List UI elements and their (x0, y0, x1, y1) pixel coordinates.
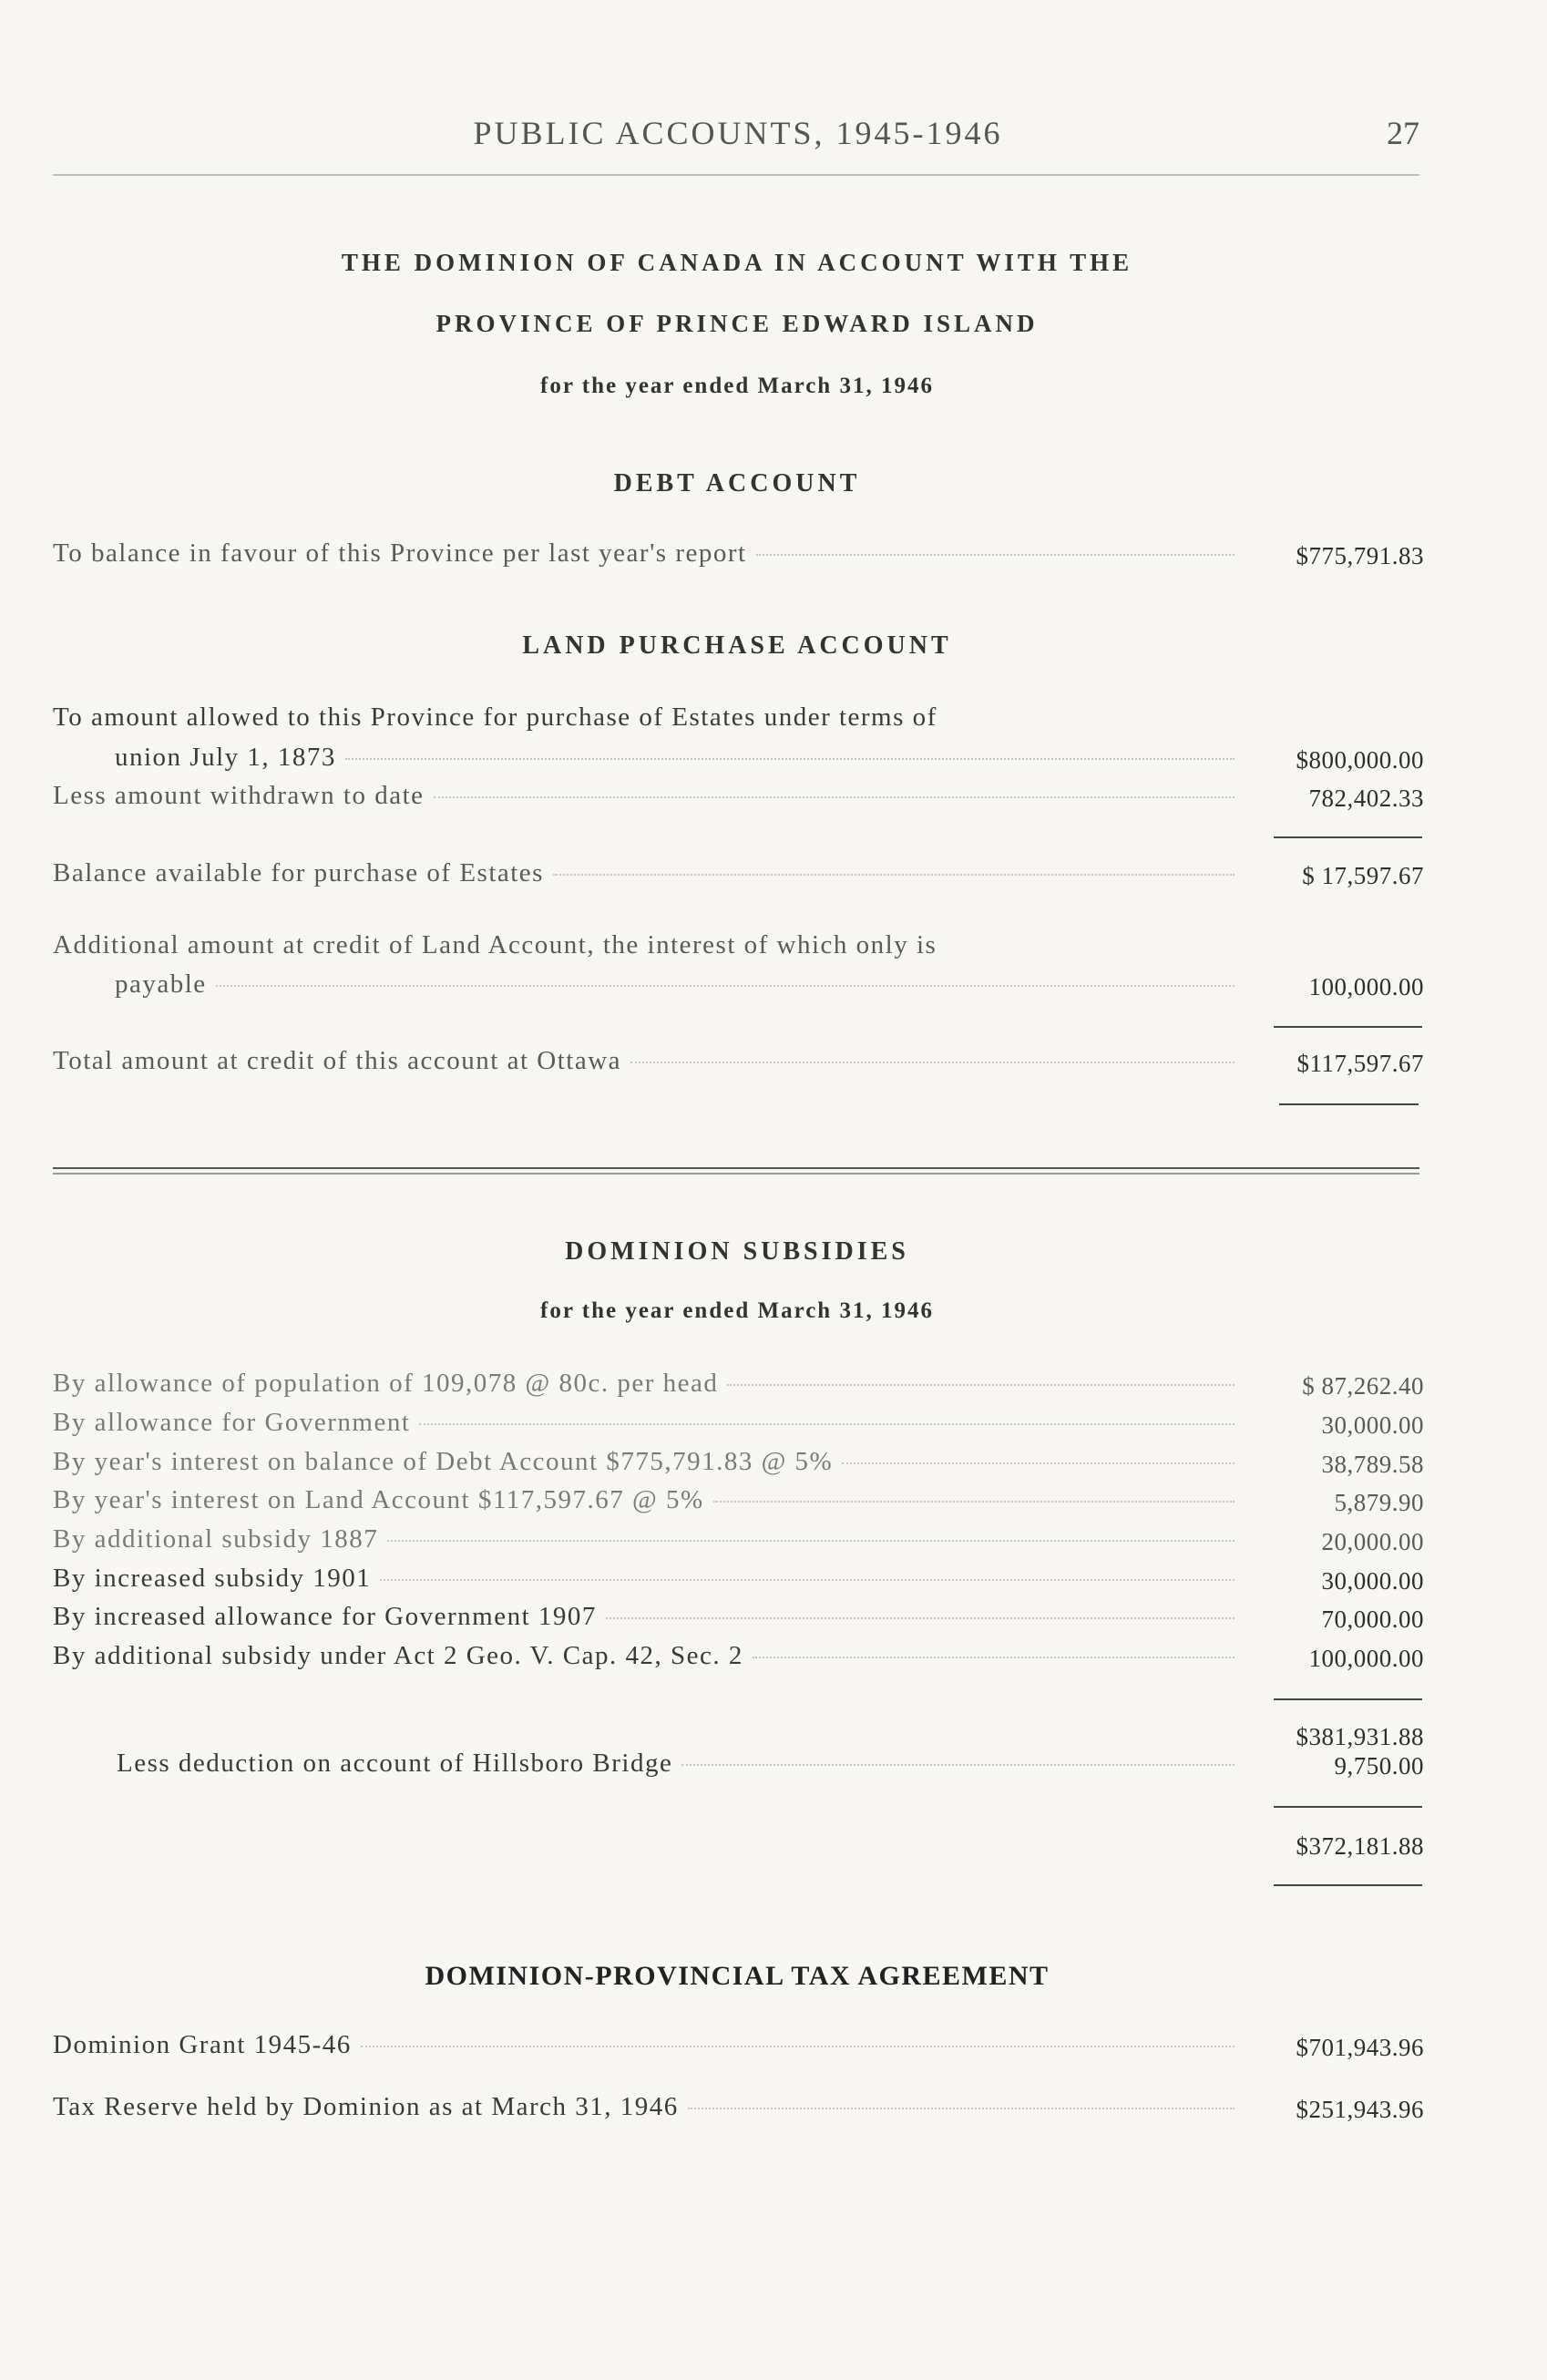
subsidy-row (53, 1564, 1242, 1600)
section-divider (53, 1167, 1419, 1169)
land-row-4 (53, 930, 1242, 967)
row-label: By year's interest on Land Account $117,597.67 @ 5% (53, 1485, 704, 1514)
land-row-5 (53, 1046, 1242, 1082)
dot-leader (630, 1062, 1235, 1063)
row-label: payable (115, 969, 207, 999)
debt-account-amount: $775,791.83 (1296, 542, 1424, 569)
land-row-4-amount: 100,000.00 (1308, 973, 1424, 1000)
dot-leader (345, 758, 1235, 760)
subsidy-row (53, 1369, 1242, 1405)
row-label: Tax Reserve held by Dominion as at March 31, 1946 (53, 2092, 679, 2121)
debt-account-title: DEBT ACCOUNT (613, 469, 861, 498)
land-row-1 (53, 703, 1242, 739)
land-purchase-title: LAND PURCHASE ACCOUNT (522, 631, 952, 660)
dot-leader (380, 1579, 1235, 1581)
debt-account-row (53, 539, 1242, 575)
row-label: union July 1, 1873 (115, 743, 336, 772)
deduction-amount: 9,750.00 (1334, 1752, 1424, 1780)
running-title: PUBLIC ACCOUNTS, 1945-1946 (473, 115, 1003, 151)
subsidy-amount: 70,000.00 (1321, 1605, 1424, 1633)
dot-leader (606, 1617, 1235, 1619)
row-label: Total amount at credit of this account at Ottawa (53, 1046, 622, 1075)
tax-row-1 (53, 2030, 1242, 2067)
dot-leader (756, 554, 1235, 556)
land-row-2-amount: 782,402.33 (1308, 785, 1424, 812)
subsidy-amount: 5,879.90 (1334, 1489, 1424, 1516)
section-divider (53, 1173, 1419, 1175)
subsidy-row (53, 1408, 1242, 1444)
tax-agreement-title: DOMINION-PROVINCIAL TAX AGREEMENT (425, 1961, 1050, 1991)
subsidy-row (53, 1641, 1242, 1677)
tax-row-1-amount: $701,943.96 (1296, 2034, 1424, 2061)
heading-line-1: THE DOMINION OF CANADA IN ACCOUNT WITH THE (341, 249, 1133, 276)
subsidies-title: DOMINION SUBSIDIES (565, 1237, 909, 1266)
dot-leader (842, 1462, 1235, 1464)
header-rule (53, 174, 1419, 176)
land-row-4-cont (53, 969, 1242, 1006)
dot-leader (216, 985, 1235, 987)
subsidy-amount: 38,789.58 (1321, 1451, 1424, 1478)
dot-leader (727, 1384, 1235, 1386)
subsidies-subtotal: $381,931.88 (1296, 1723, 1424, 1750)
row-label: Less deduction on account of Hillsboro Bridge (117, 1749, 673, 1778)
land-row-3 (53, 858, 1242, 895)
row-label: Balance available for purchase of Estates (53, 858, 544, 887)
row-label: Less amount withdrawn to date (53, 781, 425, 810)
row-label: Additional amount at credit of Land Account, the interest of which only is (53, 930, 937, 959)
row-label: To amount allowed to this Province for purchase of Estates under terms of (53, 703, 937, 732)
sum-rule (1274, 1026, 1422, 1028)
land-row-5-amount: $117,597.67 (1296, 1050, 1424, 1077)
subsidy-row (53, 1485, 1242, 1522)
subsidies-total: $372,181.88 (1296, 1832, 1424, 1860)
dot-leader (419, 1423, 1235, 1425)
land-row-1-cont (53, 743, 1242, 779)
dot-leader (713, 1501, 1235, 1503)
land-row-1-amount: $800,000.00 (1296, 746, 1424, 774)
subsidy-amount: 100,000.00 (1308, 1645, 1424, 1672)
subsidy-amount: 20,000.00 (1321, 1528, 1424, 1555)
subsidies-subtitle: for the year ended March 31, 1946 (540, 1298, 934, 1323)
dot-leader (681, 1764, 1235, 1766)
dot-leader (434, 796, 1235, 798)
dot-leader (688, 2108, 1235, 2109)
subsidy-row (53, 1524, 1242, 1561)
subsidy-row (53, 1602, 1242, 1638)
dot-leader (361, 2046, 1235, 2047)
dot-leader (387, 1540, 1235, 1542)
subsidy-amount: 30,000.00 (1321, 1567, 1424, 1595)
sum-rule (1279, 1103, 1419, 1105)
row-label: By additional subsidy 1887 (53, 1524, 379, 1554)
land-row-2 (53, 781, 1242, 817)
row-label: By increased subsidy 1901 (53, 1564, 372, 1593)
land-row-3-amount: $ 17,597.67 (1302, 862, 1424, 889)
sum-rule (1274, 1884, 1422, 1886)
subsidy-amount: 30,000.00 (1321, 1411, 1424, 1439)
sum-rule (1274, 836, 1422, 838)
row-label: By additional subsidy under Act 2 Geo. V. Cap. 42, Sec. 2 (53, 1641, 743, 1670)
row-label: By allowance of population of 109,078 @ 80c. per head (53, 1369, 719, 1398)
row-label: To balance in favour of this Province per last year's report (53, 539, 747, 568)
dot-leader (553, 874, 1235, 876)
subsidy-row (53, 1447, 1242, 1483)
subsidy-amount: $ 87,262.40 (1302, 1372, 1424, 1400)
dot-leader (753, 1657, 1235, 1658)
page-number: 27 (1387, 115, 1419, 151)
row-label: By allowance for Government (53, 1408, 411, 1437)
heading-line-2: PROVINCE OF PRINCE EDWARD ISLAND (435, 310, 1039, 337)
sum-rule (1274, 1806, 1422, 1808)
heading-line-3: for the year ended March 31, 1946 (540, 374, 934, 398)
row-label: Dominion Grant 1945-46 (53, 2030, 352, 2059)
row-label: By increased allowance for Government 1907 (53, 1602, 597, 1631)
deduction-row (117, 1749, 1242, 1785)
tax-row-2 (53, 2092, 1242, 2129)
row-label: By year's interest on balance of Debt Account $775,791.83 @ 5% (53, 1447, 834, 1476)
sum-rule (1274, 1698, 1422, 1700)
tax-row-2-amount: $251,943.96 (1296, 2096, 1424, 2123)
